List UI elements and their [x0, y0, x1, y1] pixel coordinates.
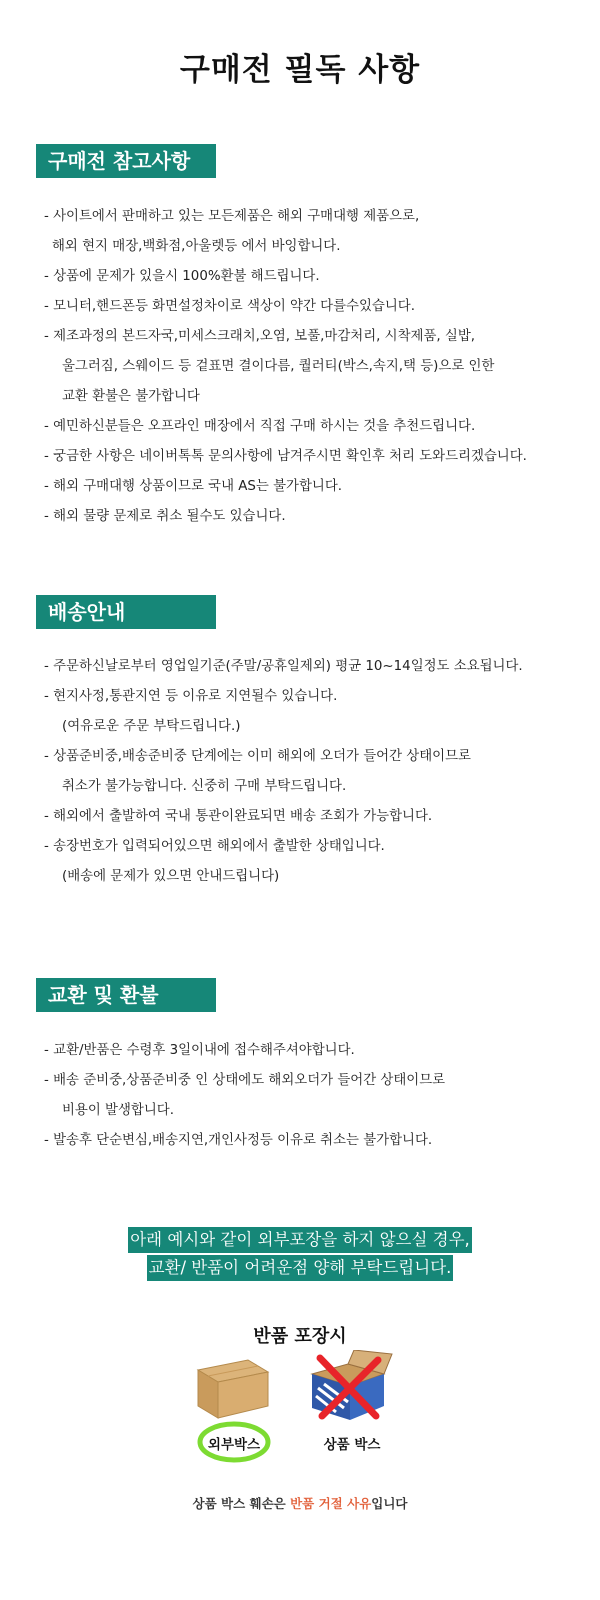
note-line: - 상품준비중,배송준비중 단계에는 이미 해외에 오더가 들어간 상태이므로 — [44, 749, 471, 764]
pre-purchase-notes — [44, 202, 594, 532]
note-line: - 주문하신날로부터 영업일기준(주말/공휴일제외) 평균 10~14일정도 소요됩니다. — [44, 659, 523, 674]
note-line: 해외 현지 매장,백화점,아울렛등 에서 바잉합니다. — [52, 239, 341, 254]
section-header-shipping: 배송안내 — [36, 595, 216, 629]
note-line: (배송에 문제가 있으면 안내드립니다) — [62, 869, 280, 884]
shoe-box-icon — [310, 1350, 394, 1424]
refund-refusal-reason: 반품 거절 사유 — [290, 1496, 372, 1511]
note-line: - 사이트에서 판매하고 있는 모든제품은 해외 구매대행 제품으로, — [44, 209, 420, 224]
packing-notice — [0, 1226, 600, 1282]
note-line: (여유로운 주문 부탁드립니다.) — [62, 719, 241, 734]
section-header-pre-purchase: 구매전 참고사항 — [36, 144, 216, 178]
note-line: - 해외 물량 문제로 취소 될수도 있습니다. — [44, 509, 286, 524]
note-line: 교환 환불은 불가합니다 — [62, 389, 200, 404]
outer-box-label: 외부박스 — [207, 1437, 261, 1453]
box-damage-note — [0, 1494, 600, 1512]
section-header-exchange-refund: 교환 및 환불 — [36, 978, 216, 1012]
note-line: - 예민하신분들은 오프라인 매장에서 직접 구매 하시는 것을 추천드립니다. — [44, 419, 476, 434]
page-title: 구매전 필독 사항 — [179, 52, 421, 88]
note-line: - 배송 준비중,상품준비중 인 상태에도 해외오더가 들어간 상태이므로 — [44, 1073, 446, 1088]
note-line: - 교환/반품은 수령후 3일이내에 접수해주셔야합니다. — [44, 1043, 355, 1058]
note-line: 취소가 불가능합니다. 신중히 구매 부탁드립니다. — [62, 779, 347, 794]
cardboard-box-icon — [192, 1356, 272, 1420]
note-line: 비용이 발생합니다. — [62, 1103, 174, 1118]
notice-line-2: 교환/ 반품이 어려운점 양해 부탁드립니다. — [147, 1255, 454, 1281]
note-line: - 궁금한 사항은 네이버톡톡 문의사항에 남겨주시면 확인후 처리 도와드리겠습니다. — [44, 449, 527, 464]
note-line: - 현지사정,통관지연 등 이유로 지연될수 있습니다. — [44, 689, 338, 704]
note-line: - 제조과정의 본드자국,미세스크래치,오염, 보풀,마감처리, 시착제품, 실밥, — [44, 329, 476, 344]
packing-title: 반품 포장시 — [253, 1326, 347, 1347]
note-line: - 해외에서 출발하여 국내 통관이완료되면 배송 조회가 가능합니다. — [44, 809, 433, 824]
note-line: - 해외 구매대행 상품이므로 국내 AS는 불가합니다. — [44, 479, 343, 494]
note-line: - 모니터,핸드폰등 화면설정차이로 색상이 약간 다를수있습니다. — [44, 299, 415, 314]
note-line: 울그러짐, 스웨이드 등 겉표면 결이다름, 퀄러티(박스,속지,택 등)으로 인한 — [62, 359, 495, 374]
footer-prefix: 상품 박스 훼손은 — [192, 1496, 291, 1511]
exchange-refund-notes — [44, 1036, 594, 1156]
note-line: - 발송후 단순변심,배송지연,개인사정등 이유로 취소는 불가합니다. — [44, 1133, 433, 1148]
notice-line-1: 아래 예시와 같이 외부포장을 하지 않으실 경우, — [128, 1227, 472, 1253]
product-box-label: 상품 박스 — [323, 1437, 381, 1453]
note-line: - 송장번호가 입력되어있으면 해외에서 출발한 상태입니다. — [44, 839, 385, 854]
shipping-notes — [44, 652, 594, 892]
note-line: - 상품에 문제가 있을시 100%환불 해드립니다. — [44, 269, 320, 284]
footer-suffix: 입니다 — [371, 1496, 408, 1511]
